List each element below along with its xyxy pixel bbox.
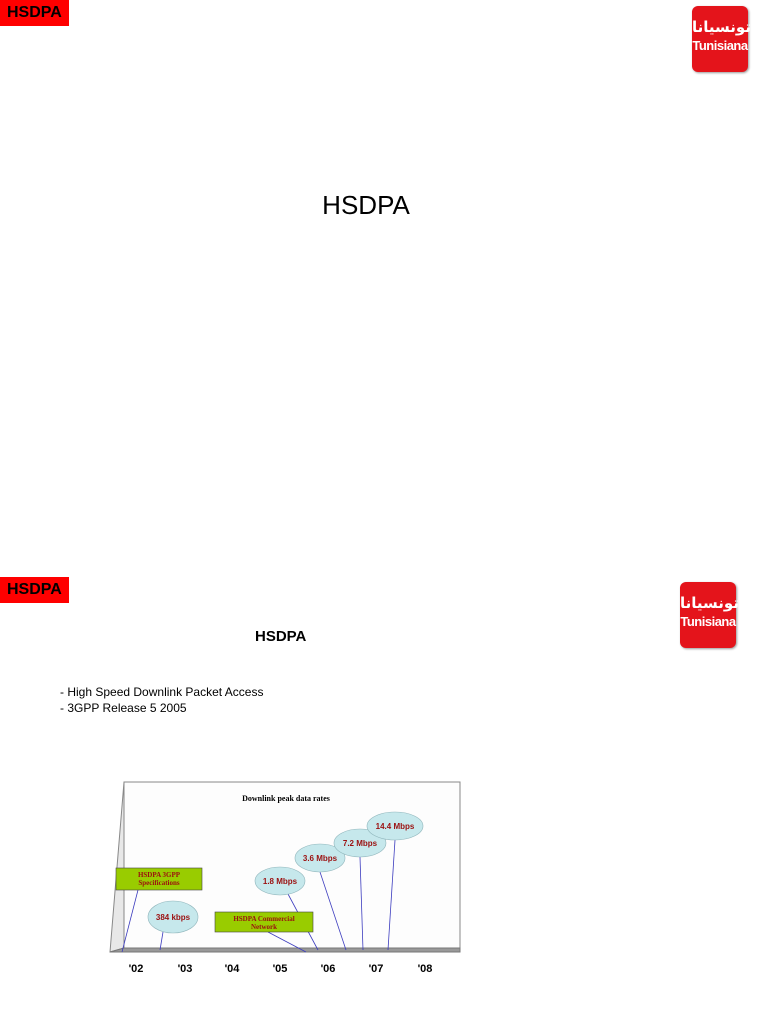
slide2-title: HSDPA [255,628,307,645]
slide1-title: HSDPA [322,190,410,220]
chart-floor [110,948,460,952]
chart-title: Downlink peak data rates [242,794,330,803]
logo-latin-text-2: Tunisiana [680,614,736,629]
rate-bubble-label: 384 kbps [155,913,191,922]
milestone-label: HSDPA Commercial [233,915,295,923]
rate-bubble-label: 1.8 Mbps [262,877,298,886]
milestone-label: Network [250,923,278,931]
x-tick-label: '08 [417,963,433,975]
slide2-hsdpa-tag: HSDPA [0,577,69,603]
logo-arabic-text-2: تونسيانا [680,594,739,612]
x-tick-label: '05 [272,963,288,975]
tunisiana-logo-2 [680,582,739,648]
milestone-label: HSDPA 3GPP [137,871,181,879]
bullet-item: - 3GPP Release 5 2005 [60,700,263,716]
bullet-item: - High Speed Downlink Packet Access [60,684,263,700]
milestone-label: Specifications [138,879,180,887]
chart-side-panel [110,782,124,952]
x-tick-label: '06 [320,963,336,975]
logo-latin-text: Tunisiana [692,38,748,53]
x-tick-label: '07 [368,963,384,975]
x-tick-label: '03 [177,963,193,975]
slide1-hsdpa-tag: HSDPA [0,0,69,26]
tunisiana-logo [692,6,751,72]
logo-arabic-text: تونسيانا [692,18,751,36]
rate-bubble-label: 7.2 Mbps [342,839,378,848]
x-tick-label: '02 [128,963,144,975]
rate-bubble-label: 3.6 Mbps [302,854,338,863]
x-tick-label: '04 [224,963,240,975]
rate-bubble-label: 14.4 Mbps [375,822,415,831]
bullet-list [60,684,263,716]
downlink-rates-chart [108,780,468,980]
